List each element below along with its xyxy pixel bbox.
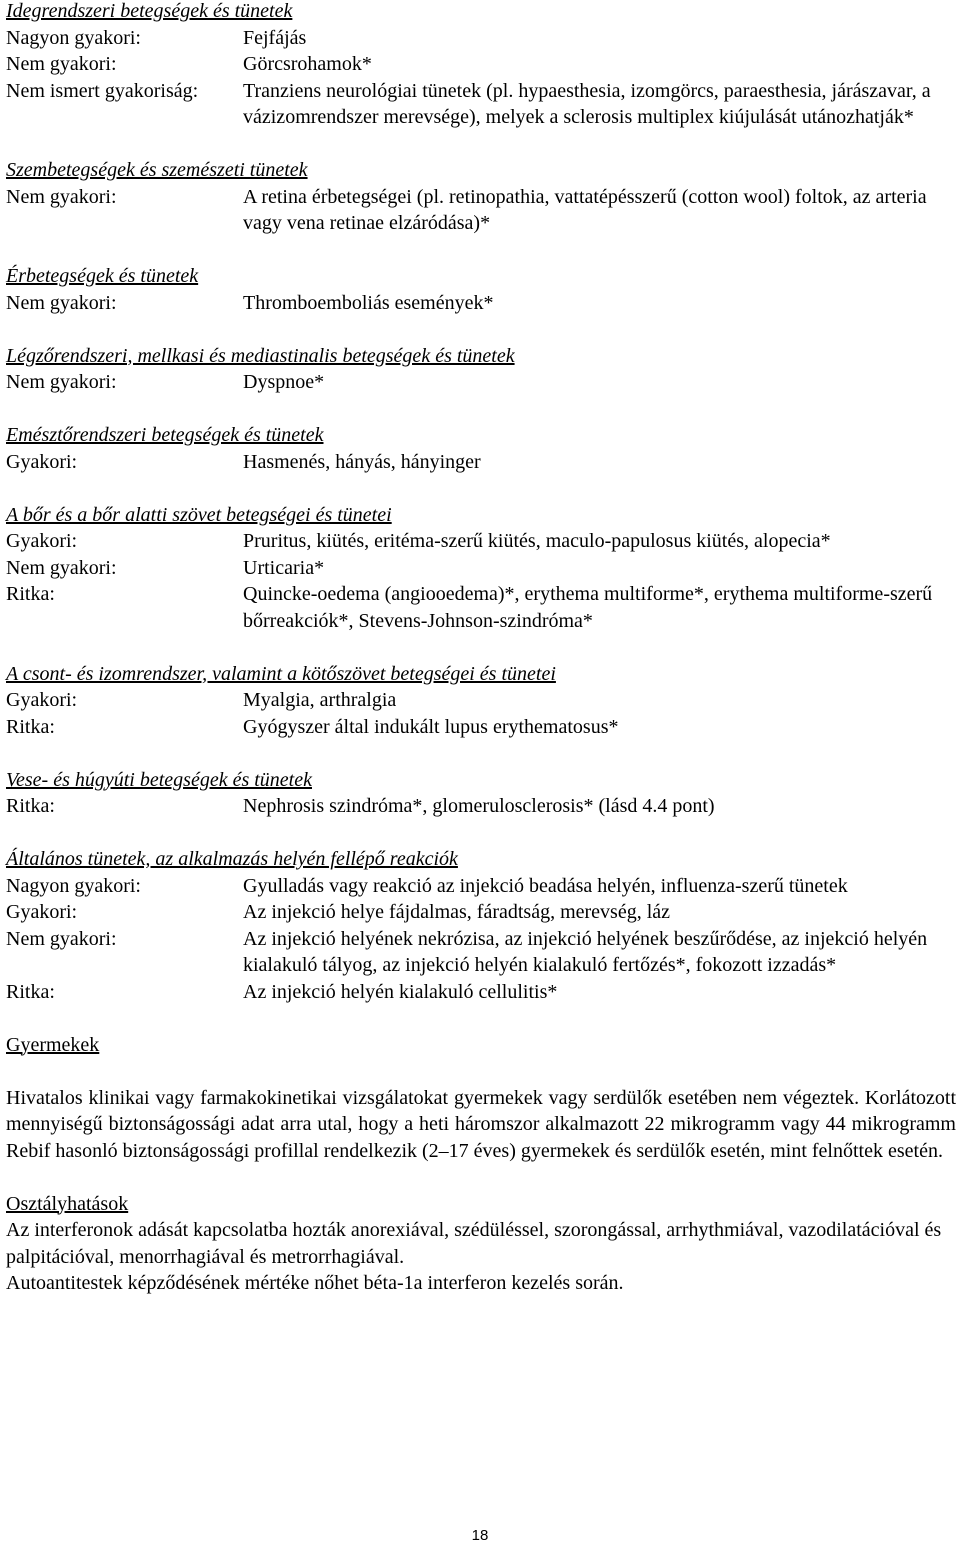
frequency-label: Ritka:	[6, 795, 55, 817]
children-section	[6, 1032, 956, 1165]
reaction-text: Gyógyszer által indukált lupus erythematosus*	[243, 715, 619, 738]
frequency-label: Nem gyakori:	[6, 291, 117, 314]
soc-heading: Érbetegségek és tünetek	[6, 265, 199, 287]
frequency-row	[6, 873, 956, 900]
soc-section	[6, 502, 956, 635]
reaction-text: Hasmenés, hányás, hányinger	[243, 450, 481, 473]
children-heading: Gyermekek	[6, 1033, 100, 1056]
reaction-text: Dyspnoe*	[243, 371, 325, 393]
soc-heading: A csont- és izomrendszer, valamint a kötőszövet betegségei és tünetei	[6, 662, 556, 685]
frequency-label: Nagyon gyakori:	[6, 874, 141, 897]
frequency-label: Nem gyakori:	[6, 371, 117, 393]
soc-section	[6, 343, 956, 396]
frequency-label: Gyakori:	[6, 689, 78, 711]
class-effects-paragraph-2: Autoantitestek képződésének mértéke nőhet béta-1a interferon kezelés során.	[6, 1272, 624, 1294]
reaction-text: Fejfájás	[243, 26, 307, 49]
frequency-row	[6, 78, 956, 131]
soc-heading: Vese- és húgyúti betegségek és tünetek	[6, 768, 312, 791]
reaction-text: Tranziens neurológiai tünetek (pl. hypaesthesia, izomgörcs, paraesthesia, járászavar, a vázizomrendszer merevsége), melyek a sclerosis multiplex kiújulását utánozhatják*	[243, 79, 931, 128]
frequency-row	[6, 979, 956, 1006]
frequency-row	[6, 51, 956, 78]
adverse-reactions-sections	[6, 0, 956, 1005]
class-effects-paragraph-1: Az interferonok adását kapcsolatba hozták anorexiával, szédüléssel, szorongással, arrhythmiával, vazodilatációval és palpitációval, menorrhagiával és metrorrhagiával.	[6, 1219, 942, 1268]
soc-section	[6, 157, 956, 237]
reaction-text: Urticaria*	[243, 556, 325, 579]
reaction-text: Thromboemboliás események*	[243, 291, 494, 314]
reaction-text: A retina érbetegségei (pl. retinopathia, vattatépésszerű (cotton wool) foltok, az arteria vagy vena retinae elzáródása)*	[243, 185, 927, 234]
soc-heading: Emésztőrendszeri betegségek és tünetek	[6, 424, 324, 446]
soc-section	[6, 661, 956, 741]
frequency-row	[6, 714, 956, 741]
soc-section	[6, 0, 956, 131]
soc-heading: Szembetegségek és szemészeti tünetek	[6, 159, 308, 181]
frequency-label: Ritka:	[6, 980, 55, 1003]
frequency-label: Nem gyakori:	[6, 927, 117, 950]
frequency-row	[6, 449, 956, 476]
frequency-row	[6, 290, 956, 317]
frequency-label: Ritka:	[6, 583, 55, 605]
frequency-row	[6, 687, 956, 714]
frequency-label: Nem gyakori:	[6, 556, 117, 579]
reaction-text: Az injekció helyének nekrózisa, az injekció helyének beszűrődése, az injekció helyén kialakuló tályog, az injekció helyén kialakuló fertőzés*, fokozott izzadás*	[243, 927, 928, 976]
reaction-text: Quincke-oedema (angiooedema)*, erythema multiforme*, erythema multiforme-szerű bőrreakciók*, Stevens-Johnson-szindróma*	[243, 583, 933, 632]
frequency-label: Gyakori:	[6, 901, 78, 923]
soc-heading: Légzőrendszeri, mellkasi és mediastinalis betegségek és tünetek	[6, 344, 515, 367]
frequency-row	[6, 555, 956, 582]
document-body	[6, 0, 956, 1323]
frequency-label: Gyakori:	[6, 530, 78, 552]
soc-heading: Idegrendszeri betegségek és tünetek	[6, 0, 293, 22]
frequency-label: Nagyon gyakori:	[6, 26, 141, 49]
frequency-row	[6, 528, 956, 555]
reaction-text: Gyulladás vagy reakció az injekció beadása helyén, influenza-szerű tünetek	[243, 874, 848, 897]
children-paragraph: Hivatalos klinikai vagy farmakokinetikai vizsgálatokat gyermekek vagy serdülők esetében nem végeztek. Korlátozott mennyiségű biztonságossági adat arra utal, hogy a heti háromszor alkalmazott 22 mikrogramm vagy 44 mikrogramm Rebif hasonló biztonságossági profillal rendelkezik (2–17 éves) gyermekek és serdülők esetén, mint felnőttek esetén.	[6, 1086, 956, 1162]
frequency-row	[6, 581, 956, 634]
reaction-text: Az injekció helye fájdalmas, fáradtság, merevség, láz	[243, 901, 671, 923]
soc-heading: Általános tünetek, az alkalmazás helyén fellépő reakciók	[6, 848, 458, 870]
reaction-text: Pruritus, kiütés, eritéma-szerű kiütés, maculo-papulosus kiütés, alopecia*	[243, 530, 831, 552]
frequency-label: Ritka:	[6, 715, 55, 738]
soc-section	[6, 422, 956, 475]
frequency-row	[6, 793, 956, 820]
class-effects-heading: Osztályhatások	[6, 1192, 129, 1215]
page-number: 18	[471, 1527, 489, 1544]
frequency-label: Nem ismert gyakoriság:	[6, 79, 199, 102]
frequency-row	[6, 926, 956, 979]
reaction-text: Myalgia, arthralgia	[243, 689, 397, 711]
frequency-label: Nem gyakori:	[6, 53, 117, 75]
soc-heading: A bőr és a bőr alatti szövet betegségei és tünetei	[6, 503, 392, 526]
frequency-row	[6, 25, 956, 52]
frequency-label: Nem gyakori:	[6, 185, 117, 208]
reaction-text: Nephrosis szindróma*, glomerulosclerosis* (lásd 4.4 pont)	[243, 795, 715, 817]
frequency-row	[6, 184, 956, 237]
class-effects-section	[6, 1191, 956, 1297]
frequency-label: Gyakori:	[6, 450, 78, 473]
frequency-row	[6, 899, 956, 926]
soc-section	[6, 767, 956, 820]
reaction-text: Görcsrohamok*	[243, 53, 372, 75]
reaction-text: Az injekció helyén kialakuló cellulitis*	[243, 980, 558, 1003]
spacer	[6, 1058, 956, 1085]
soc-section	[6, 846, 956, 1005]
frequency-row	[6, 369, 956, 396]
soc-section	[6, 263, 956, 316]
